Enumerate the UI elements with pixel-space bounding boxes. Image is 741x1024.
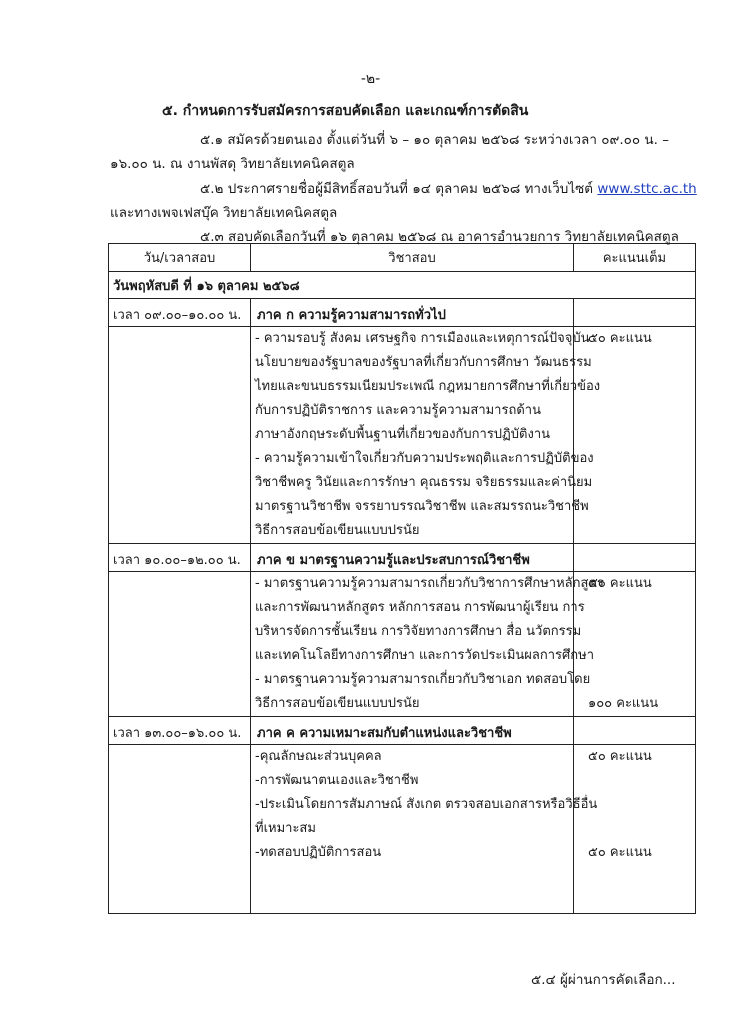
score-value: ๑๐๐ คะแนน	[588, 696, 659, 711]
continuation-footer: ๕.๔ ผู้ผ่านการคัดเลือก...	[531, 972, 676, 988]
part-c-title-row	[109, 717, 696, 745]
part-a-title-row	[109, 299, 696, 327]
list-item: นโยบายของรัฐบาลของรัฐบาลที่เกี่ยวกับการศึกษา วัฒนธรรม	[255, 355, 592, 370]
list-item: และการพัฒนาหลักสูตร หลักการสอน การพัฒนาผู้เรียน การ	[255, 600, 585, 615]
list-item: วิชาชีพครู วินัยและการรักษา คุณธรรม จริยธรรมและค่านิยม	[255, 475, 593, 490]
list-item: - มาตรฐานความรู้ความสามารถเกี่ยวกับวิชาเอก ทดสอบโดย	[255, 672, 591, 687]
score-value: ๕๐ คะแนน	[588, 331, 652, 346]
part-b-title: ภาค ข มาตรฐานความรู้และประสบการณ์วิชาชีพ	[251, 544, 574, 572]
exam-schedule-table	[108, 243, 696, 914]
paragraph-5-2-line-2: และทางเพจเฟสบุ๊ค วิทยาลัยเทคนิคสตูล	[110, 205, 338, 221]
day-row	[109, 272, 696, 299]
part-a-description	[251, 327, 601, 544]
list-item: -ประเมินโดยการสัมภาษณ์ สังเกต ตรวจสอบเอกสารหรือวิธีอื่น	[255, 797, 598, 812]
list-item: มาตรฐานวิชาชีพ จรรยาบรรณวิชาชีพ และสมรรถนะวิชาชีพ	[255, 499, 589, 514]
website-link[interactable]: www.sttc.ac.th	[597, 181, 697, 197]
list-item: - ความรอบรู้ สังคม เศรษฐกิจ การเมืองและเหตุการณ์ปัจจุบัน	[255, 331, 590, 346]
list-item: บริหารจัดการชั้นเรียน การวิจัยทางการศึกษา สื่อ นวัตกรรม	[255, 624, 582, 639]
part-a-time: เวลา ๐๙.๐๐–๑๐.๐๐ น.	[109, 299, 251, 327]
header-datetime: วัน/เวลาสอบ	[109, 244, 251, 272]
list-item: วิธีการสอบข้อเขียนแบบปรนัย	[255, 523, 420, 538]
list-item: วิธีการสอบข้อเขียนแบบปรนัย	[255, 696, 420, 711]
list-item: -คุณลักษณะส่วนบุคคล	[255, 749, 382, 764]
list-item: -ทดสอบปฏิบัติการสอน	[255, 845, 382, 860]
exam-date: วันพฤหัสบดี ที่ ๑๖ ตุลาคม ๒๕๖๘	[109, 272, 696, 299]
header-score: คะแนนเต็ม	[574, 244, 696, 272]
part-b-scores	[574, 572, 696, 717]
paragraph-5-2-text: ๕.๒ ประกาศรายชื่อผู้มีสิทธิ์สอบวันที่ ๑๔ ตุลาคม ๒๕๖๘ ทางเว็บไซต์	[200, 181, 594, 197]
section-title: ๕. กำหนดการรับสมัครการสอบคัดเลือก และเกณฑ์การตัดสิน	[162, 103, 529, 119]
part-b-detail-row	[109, 572, 696, 717]
part-c-description	[251, 745, 598, 914]
score-value: ๕๐ คะแนน	[588, 845, 652, 860]
part-c-scores	[574, 745, 696, 914]
paragraph-5-1-line-2: ๑๖.๐๐ น. ณ งานพัสดุ วิทยาลัยเทคนิคสตูล	[110, 156, 355, 172]
list-item: - มาตรฐานความรู้ความสามารถเกี่ยวกับวิชาการศึกษาหลักสูตร	[255, 576, 604, 591]
part-c-title: ภาค ค ความเหมาะสมกับตำแหน่งและวิชาชีพ	[251, 717, 574, 745]
list-item: และเทคโนโลยีทางการศึกษา และการวัดประเมินผลการศึกษา	[255, 648, 595, 663]
part-a-title: ภาค ก ความรู้ความสามารถทั่วไป	[251, 299, 574, 327]
part-c-detail-row	[109, 745, 696, 914]
paragraph-5-1-line-1: ๕.๑ สมัครด้วยตนเอง ตั้งแต่วันที่ ๖ – ๑๐ ตุลาคม ๒๕๖๘ ระหว่างเวลา ๐๙.๐๐ น. –	[200, 132, 669, 148]
paragraph-5-2-line-1	[200, 177, 697, 199]
part-a-detail-row	[109, 327, 696, 544]
part-b-description	[251, 572, 604, 717]
list-item: กับการปฏิบัติราชการ และความรู้ความสามารถด้าน	[255, 403, 541, 418]
list-item: ภาษาอังกฤษระดับพื้นฐานที่เกี่ยวของกับการปฏิบัติงาน	[255, 427, 551, 442]
part-c-time: เวลา ๑๓.๐๐–๑๖.๐๐ น.	[109, 717, 251, 745]
part-b-title-row	[109, 544, 696, 572]
table-header-row	[109, 244, 696, 272]
header-subject: วิชาสอบ	[251, 244, 574, 272]
score-value: ๕๐ คะแนน	[588, 749, 652, 764]
list-item: ไทยและขนบธรรมเนียมประเพณี กฎหมายการศึกษาที่เกี่ยวข้อง	[255, 379, 601, 394]
list-item: -การพัฒนาตนเองและวิชาชีพ	[255, 773, 419, 788]
score-value: ๕๐ คะแนน	[588, 576, 652, 591]
list-item: ที่เหมาะสม	[255, 821, 316, 836]
page-number: -๒-	[360, 71, 381, 87]
part-b-time: เวลา ๑๐.๐๐–๑๒.๐๐ น.	[109, 544, 251, 572]
paragraph-5-3: ๕.๓ สอบคัดเลือกวันที่ ๑๖ ตุลาคม ๒๕๖๘ ณ อาคารอำนวยการ วิทยาลัยเทคนิคสตูล	[200, 229, 679, 245]
list-item: - ความรู้ความเข้าใจเกี่ยวกับความประพฤติและการปฏิบัติของ	[255, 451, 594, 466]
